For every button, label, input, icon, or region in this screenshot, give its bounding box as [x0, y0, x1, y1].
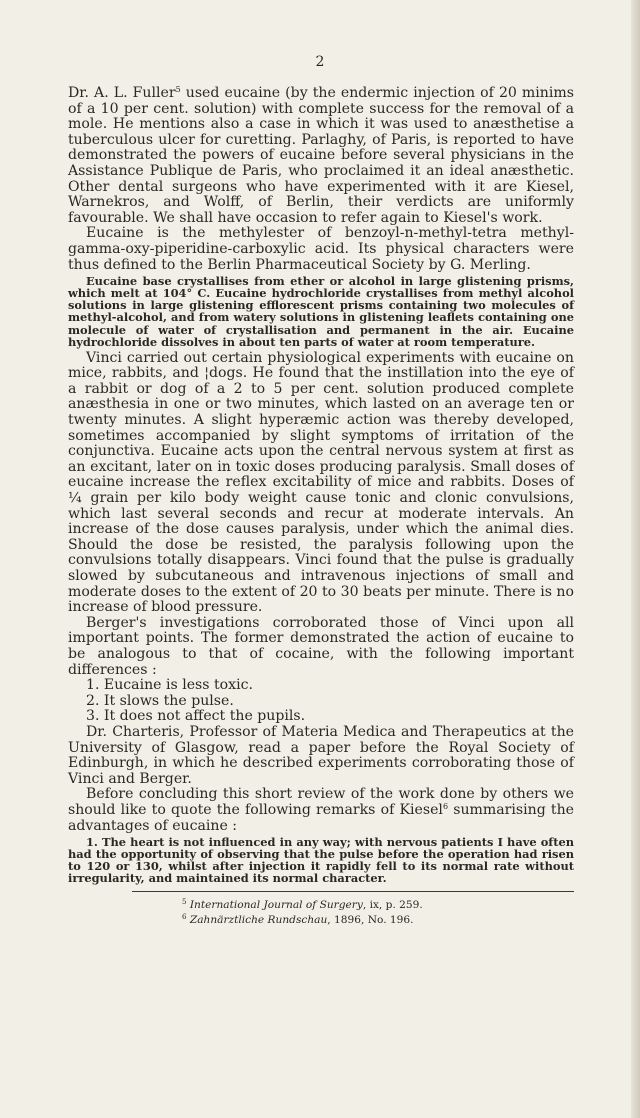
quote-kiesel: 1. The heart is not influenced in any way; with nervous patients I have often had the opportunity of observing that the pulse before the operation had risen to 120 or 130, whilst after injection it rapidly fell to its normal rate without irregularity, and maintained its normal character.: [68, 835, 574, 886]
paragraph-eucaine-definition: Eucaine is the methylester of benzoyl-n-methyl-tetra methyl-gamma-oxy-piperidine-carboxylic acid. Its physical characters were thus defined to the Berlin Pharmaceutical Society by G. Merling.: [68, 225, 574, 273]
paragraph-kiesel-rest: summarising the advantages of eucaine :: [68, 801, 574, 834]
page-number: 2: [315, 54, 325, 70]
paragraph-berger: Berger's investigations corroborated those of Vinci upon all important points. The former demonstrated the action of eucaine to be analogous to that of cocaine, with the following important differences :: [68, 614, 574, 678]
list-item: 2. It slows the pulse.: [86, 692, 234, 709]
paragraph-kiesel: [68, 787, 574, 834]
differences-list: [68, 678, 574, 725]
footnote-6: [68, 911, 574, 926]
page-edge: [631, 0, 640, 1118]
page-body: [68, 86, 574, 926]
footnote-citation: , ix, p. 259.: [362, 899, 423, 912]
footnote-journal: International Journal of Surgery: [189, 899, 363, 912]
paragraph-vinci: Vinci carried out certain physiological experiments with eucaine on mice, rabbits, and ¦dogs. He found that the instillation into the eye of a rabbit or dog of a 2 to 5 per cent. solution produced complete anæsthesia in one or two minutes, which lasted on an average ten or twenty minutes. A slight hyperæmic action was thereby developed, sometimes accompanied by slight symptoms of irritation of the conjunctiva. Eucaine acts upon the central nervous system at first as an excitant, later on in toxic doses producing paralysis. Small doses of eucaine increase the reflex excitability of mice and rabbits. Doses of ¼ grain per kilo body weight cause tonic and clonic convulsions, which last several seconds and recur at moderate intervals. An increase of the dose causes paralysis, under which the animal dies. Should the dose be resisted, the paralysis following upon the convulsions totally disappears. Vinci found that the pulse is gradually slowed by subcutaneous and intravenous injections of small and moderate doses to the extent of 20 to 30 beats per minute. There is no increase of blood pressure.: [68, 349, 574, 616]
footnote-marker: 6: [182, 913, 187, 922]
paragraph-charteris: Dr. Charteris, Professor of Materia Medica and Therapeutics at the University of Glasgow, read a paper before the Royal Society of Edinburgh, in which he described experiments corroborating those of Vinci and Berger.: [68, 723, 574, 787]
list-item: 1. Eucaine is less toxic.: [86, 677, 253, 694]
quote-merling: Eucaine base crystallises from ether or alcohol in large glistening prisms, which melt at 104° C. Eucaine hydrochloride crystallises from methyl alcohol solutions in large glistening efflorescent prisms containing two molecules of methyl-alcohol, and from watery solutions in glistening leaflets containing one molecule of water of crystallisation and permanent in the air. Eucaine hydrochloride dissolves in about ten parts of water at room temperature.: [68, 274, 574, 349]
footnote-divider: [132, 891, 574, 892]
footnote-5: [68, 896, 574, 911]
footnote-citation: , 1896, No. 196.: [327, 914, 414, 927]
paragraph-kiesel-start: Before concluding this short review of the work done by others we should like to quote the following remarks of Kiesel: [68, 786, 574, 818]
paragraph-fuller: [68, 86, 574, 226]
paragraph-fuller-start: Dr. A. L. Fuller: [68, 85, 176, 101]
footnote-ref-6: 6: [442, 801, 449, 811]
list-item: 3. It does not affect the pupils.: [86, 708, 306, 725]
paragraph-fuller-rest: used eucaine (by the endermic injection of 20 minims of a 10 per cent. solution) with complete success for the removal of a mole. He mentions also a case in which it was used to anæsthetise a tuberculous ulcer for curetting. Parlaghy, of Paris, is reported to have demonstrated the powers of eucaine before several physicians in the Assistance Publique de Paris, who proclaimed it an ideal anæsthetic. Other dental surgeons who have experimented with it are Kiesel, Warnekros, and Wolff, of Berlin, their verdicts are uniformly favourable. We shall have occasion to refer again to Kiesel's work.: [68, 85, 574, 226]
footnote-journal: Zahnärztliche Rundschau: [189, 914, 328, 927]
footnote-marker: 5: [182, 898, 187, 907]
footnote-ref-5: 5: [175, 85, 181, 94]
